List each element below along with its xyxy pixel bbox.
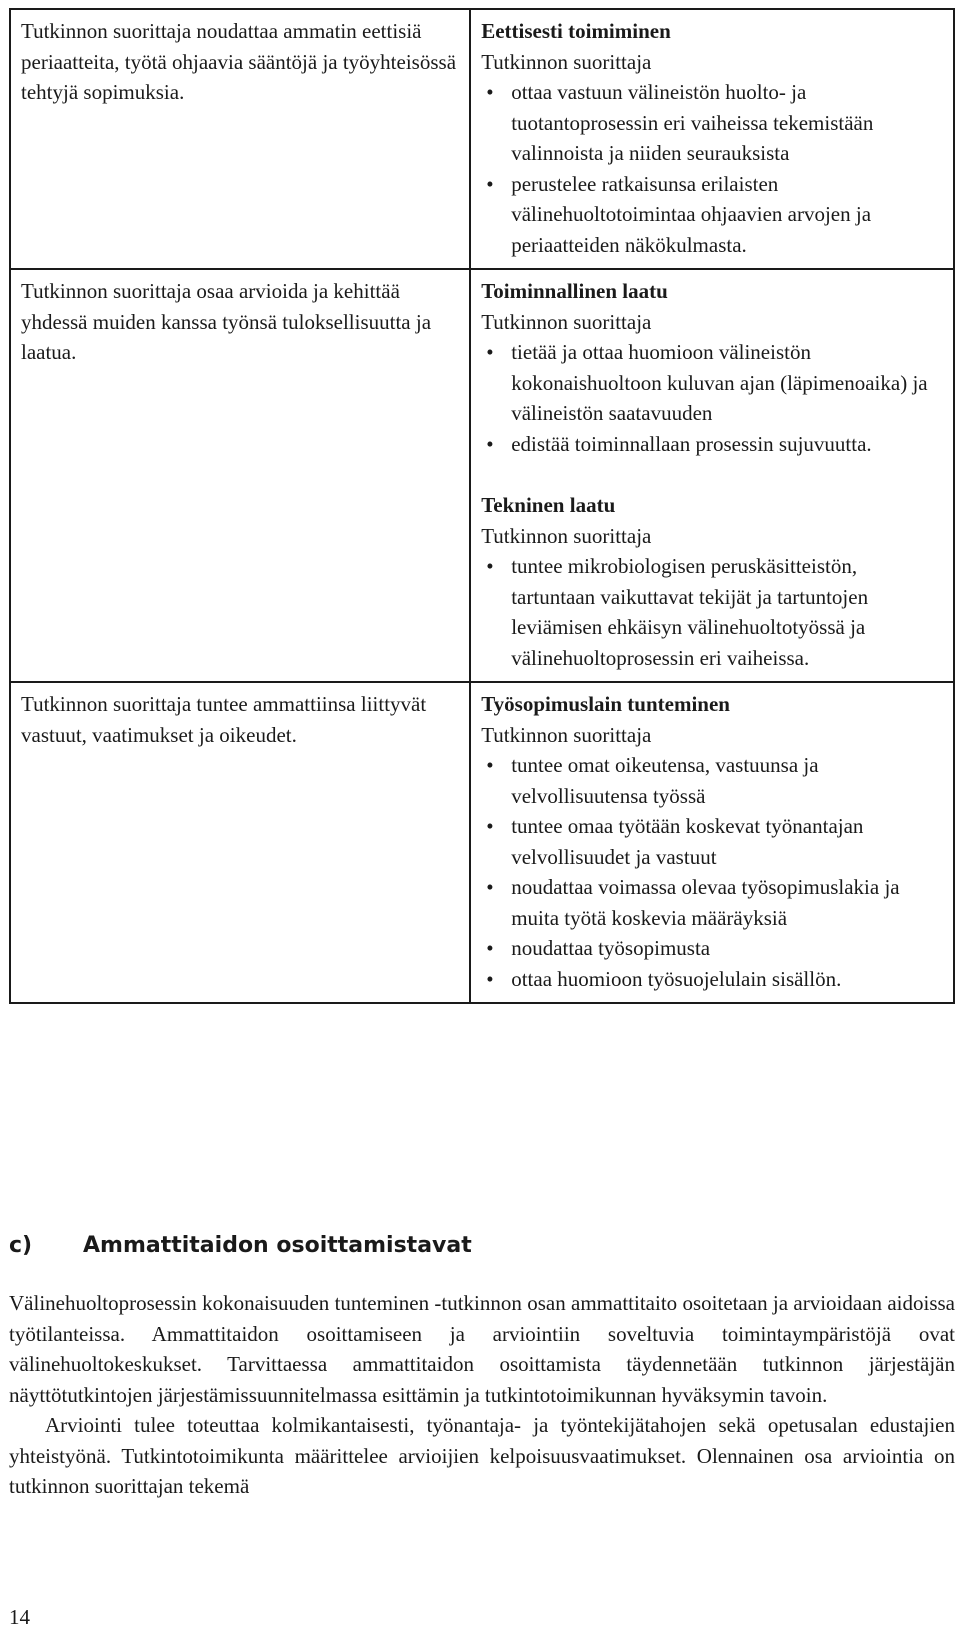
block-spacer <box>481 459 945 490</box>
list-item: • perustelee ratkaisunsa erilaisten välinehuoltotoimintaa ohjaavien arvojen ja periaatteiden näkökulmasta. <box>481 169 945 261</box>
target-text: Tutkinnon suorittaja noudattaa ammatin eettisiä periaatteita, työtä ohjaavia sääntöjä ja työyhteisössä tehtyjä sopimuksia. <box>21 19 457 104</box>
section-number: c) <box>9 1233 33 1258</box>
criteria-cell <box>470 682 954 1003</box>
criteria-block <box>481 276 945 459</box>
criteria-subject: Tutkinnon suorittaja <box>481 49 652 74</box>
criteria-block <box>481 16 945 260</box>
list-item: • noudattaa voimassa olevaa työsopimuslakia ja muita työtä koskevia määräyksiä <box>481 872 945 933</box>
target-cell <box>10 269 470 682</box>
list-item: • ottaa vastuun välineistön huolto- ja tuotantoprosessin eri vaiheissa tekemistään valinnoista ja niiden seurauksista <box>481 77 945 169</box>
criteria-block <box>481 490 945 673</box>
criteria-title: Toiminnallinen laatu <box>481 279 668 303</box>
criteria-list <box>481 77 945 260</box>
list-item: • edistää toiminnallaan prosessin sujuvuutta. <box>481 429 945 460</box>
list-item: • tuntee omaa työtään koskevat työnantajan velvollisuudet ja vastuut <box>481 811 945 872</box>
criteria-cell <box>470 9 954 269</box>
criteria-list <box>481 551 945 673</box>
criteria-subject: Tutkinnon suorittaja <box>481 523 652 548</box>
target-cell <box>10 9 470 269</box>
criteria-block <box>481 689 945 994</box>
criteria-title: Eettisesti toimiminen <box>481 19 671 43</box>
criteria-title: Tekninen laatu <box>481 493 616 517</box>
criteria-title: Työsopimuslain tunteminen <box>481 692 730 716</box>
criteria-subject: Tutkinnon suorittaja <box>481 722 652 747</box>
table-row <box>10 269 954 682</box>
target-cell <box>10 682 470 1003</box>
table-row <box>10 9 954 269</box>
criteria-list <box>481 337 945 459</box>
section-title: Ammattitaidon osoittamistavat <box>83 1233 472 1258</box>
list-item: • tietää ja ottaa huomioon välineistön kokonaishuoltoon kuluvan ajan (läpimenoaika) ja välineistön saatavuuden <box>481 337 945 429</box>
criteria-list <box>481 750 945 994</box>
section-heading <box>9 1233 472 1258</box>
criteria-subject: Tutkinnon suorittaja <box>481 309 652 334</box>
target-text: Tutkinnon suorittaja osaa arvioida ja kehittää yhdessä muiden kanssa työnsä tuloksellisuutta ja laatua. <box>21 279 432 364</box>
paragraph: Välinehuoltoprosessin kokonaisuuden tunteminen -tutkinnon osan ammattitaito osoitetaan ja arvioidaan aidoissa työtilanteissa. Ammattitaidon osoittamiseen ja arviointiin soveltuvia toimintaympäristöjä ovat välinehuoltokeskukset. Tarvittaessa ammattitaidon osoittamista täydennetään tutkinnon järjestäjän näyttötutkintojen järjestämissuunnitelmassa esittämin ja tutkintotoimikunnan hyväksymin tavoin. <box>9 1291 955 1407</box>
list-item: • noudattaa työsopimusta <box>481 933 945 964</box>
body-text <box>9 1288 955 1502</box>
table-row <box>10 682 954 1003</box>
page-number: 14 <box>9 1605 30 1629</box>
criteria-cell <box>470 269 954 682</box>
criteria-table <box>9 8 955 1004</box>
target-text: Tutkinnon suorittaja tuntee ammattiinsa liittyvät vastuut, vaatimukset ja oikeudet. <box>21 692 427 747</box>
list-item: • ottaa huomioon työsuojelulain sisällön. <box>481 964 945 995</box>
paragraph: Arviointi tulee toteuttaa kolmikantaisesti, työnantaja- ja työntekijätahojen sekä opetusalan edustajien yhteistyönä. Tutkintotoimikunta määrittelee arvioijien kelpoisuusvaatimukset. Olennainen osa arviointia on tutkinnon suorittajan tekemä <box>9 1413 955 1498</box>
list-item: • tuntee omat oikeutensa, vastuunsa ja velvollisuutensa työssä <box>481 750 945 811</box>
list-item: • tuntee mikrobiologisen peruskäsitteistön, tartuntaan vaikuttavat tekijät ja tartuntojen leviämisen ehkäisyn välinehuoltotyössä ja välinehuoltoprosessin eri vaiheissa. <box>481 551 945 673</box>
